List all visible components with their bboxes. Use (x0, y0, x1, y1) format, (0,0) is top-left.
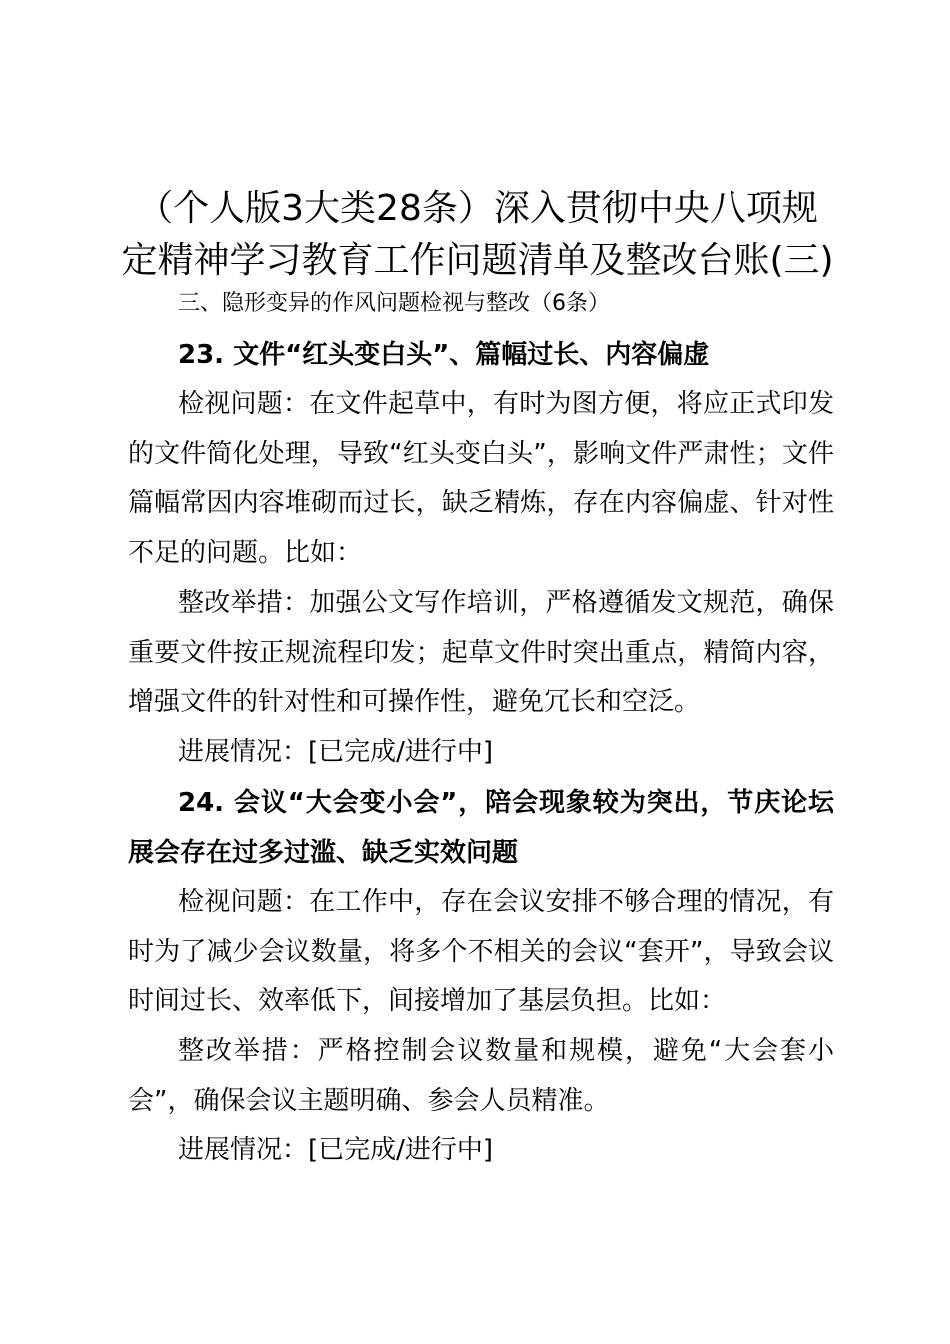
item-24-problem: 检视问题：在工作中，存在会议安排不够合理的情况，有时为了减少会议数量，将多个不相关的会议“套开”，导致会议时间过长、效率低下，间接增加了基层负担。比如： (128, 887, 834, 1016)
item-23-progress: 进展情况：[已完成/进行中] (178, 737, 494, 767)
item-23-measures: 整改举措：加强公文写作培训，严格遵循发文规范，确保重要文件按正规流程印发；起草文件时突出重点，精简内容，增强文件的针对性和可操作性，避免冗长和空泛。 (128, 588, 834, 717)
item-23-problem: 检视问题：在文件起草中，有时为图方便，将应正式印发的文件简化处理，导致“红头变白头”，影响文件严肃性；文件篇幅常因内容堆砌而过长，缺乏精炼，存在内容偏虚、针对性不足的问题。比如： (128, 389, 834, 568)
item-24-heading: 24. 会议“大会变小会”，陪会现象较为突出，节庆论坛展会存在过多过滥、缺乏实效问题 (128, 788, 834, 868)
item-24-progress: 进展情况：[已完成/进行中] (178, 1135, 494, 1165)
item-23-heading: 23. 文件“红头变白头”、篇幅过长、内容偏虚 (178, 340, 710, 370)
document-title: （个人版3大类28条）深入贯彻中央八项规定精神学习教育工作问题清单及整改台账(三) (121, 188, 834, 281)
item-24-measures: 整改举措：严格控制会议数量和规模，避免“大会套小会”，确保会议主题明确、参会人员精准。 (128, 1036, 834, 1116)
section-heading: 三、隐形变异的作风问题检视与整改（6条） (178, 291, 610, 316)
